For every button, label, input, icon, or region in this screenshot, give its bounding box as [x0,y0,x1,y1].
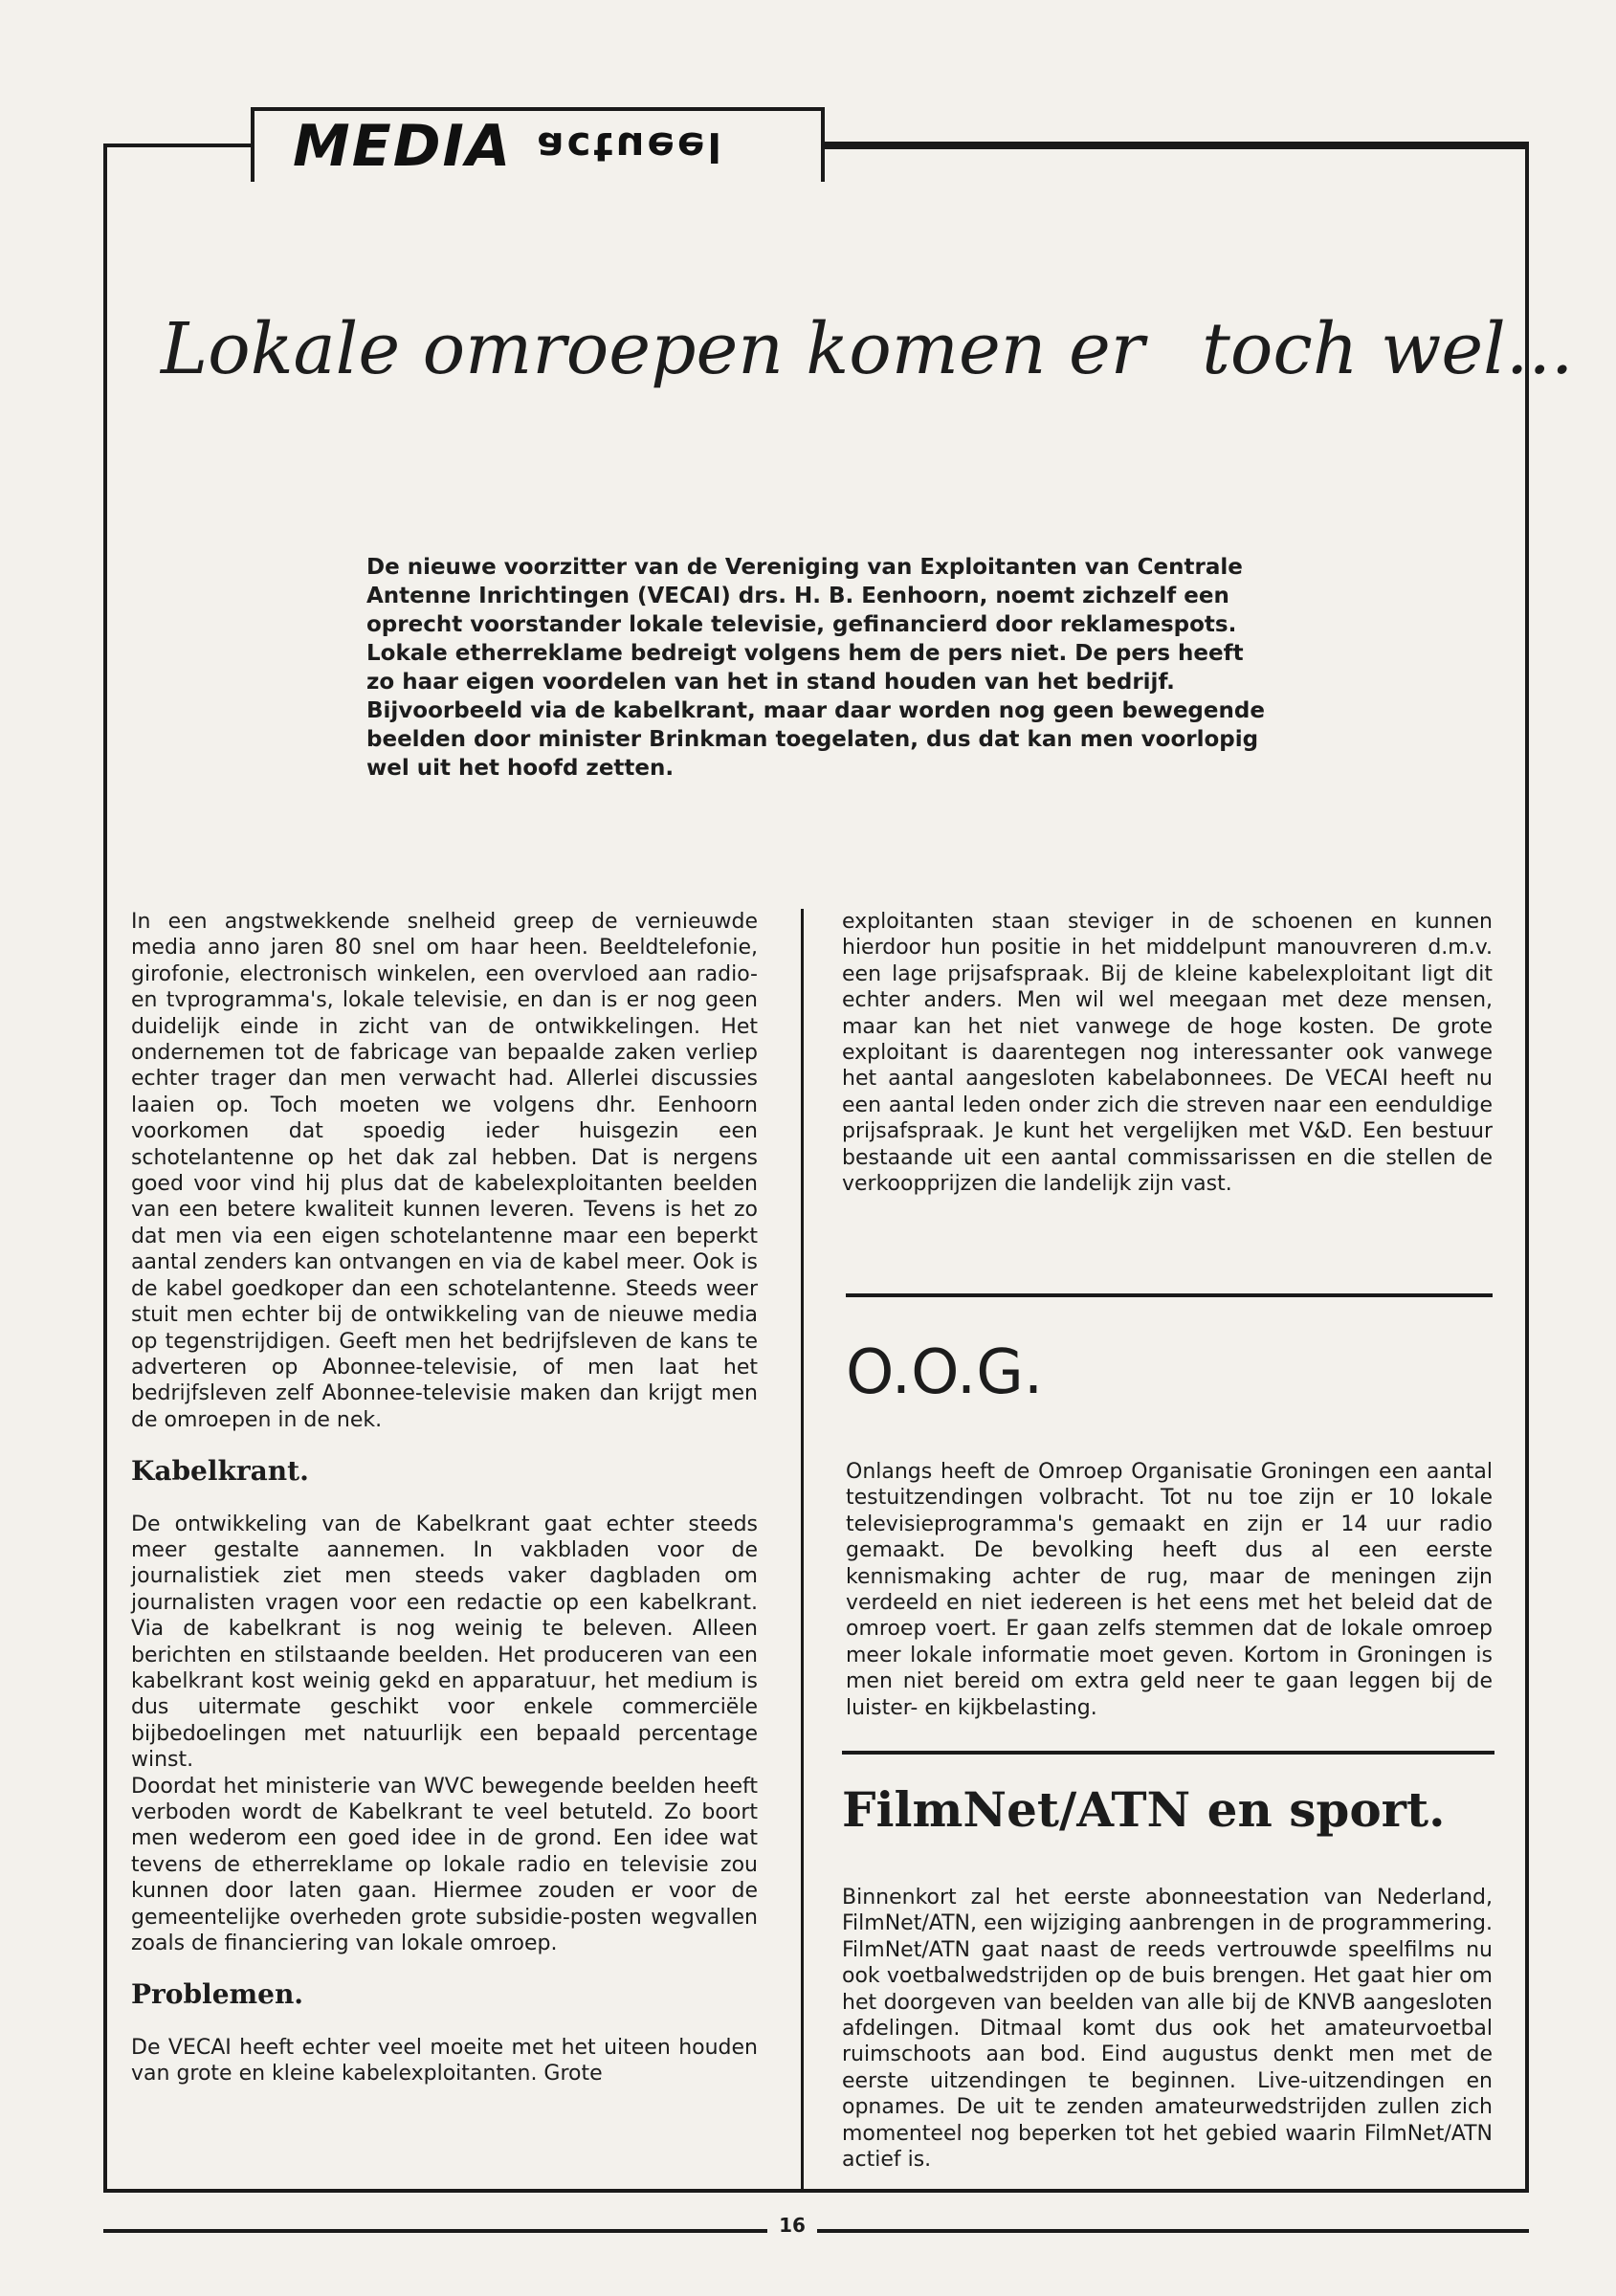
intro-paragraph: De nieuwe voorzitter van de Vereniging van Exploitanten van Centrale Antenne Inrichtingen (VECAI) drs. H. B. Eenhoorn, noemt zichzelf een oprecht voorstander lokale televisie, gefinancierd door reklamespots. Lokale etherreklame bedreigt volgens hem de pers niet. De pers heeft zo haar eigen voordelen van het in stand houden van het bedrijf. Bijvoorbeeld via de kabelkrant, maar daar worden nog geen bewegende beelden door minister Brinkman toegelaten, dus dat kan men voorlopig wel uit het hoofd zetten. [366,555,1265,781]
masthead [251,107,825,182]
column-divider [801,909,804,2191]
right-column-top [842,909,1493,1197]
footer-rule-left [103,2229,767,2233]
oog-text: Onlangs heeft de Omroep Organisatie Groningen een aantal testuitzendingen volbracht. Tot nu toe zijn er 10 lokale televisieprogramma's gemaakt en zijn er 14 uur radio gemaakt. De bevolking heeft dus al een eerste kennismaking achter de rug, maar de meningen zijn verdeeld en niet iedereen is het eens met het beleid dat de omroep voert. Er gaan zelfs stemmen dat de lokale omroep meer lokale informatie moet geven. Kortom in Groningen is men niet bereid om extra geld neer te gaan leggen bij de luister- en kijkbelasting. [846,1460,1493,1720]
right-paragraph-1: exploitanten staan steviger in de schoenen en kunnen hierdoor hun positie in het middelpunt manouvreren d.m.v. een lage prijsafspraak. Bij de kleine kabelexploitant ligt dit echter anders. Men wil wel meegaan met deze mensen, maar kan het niet vanwege de hoge kosten. De grote exploitant is daarentegen nog interessanter ook vanwege het aantal aangesloten kabelabonnees. De VECAI heeft nu een aantal leden onder zich die streven naar een eenduldige prijsafspraak. Je kunt het vergelijken met V&D. Een bestuur bestaande uit een aantal commissarissen en die stellen de verkoopprijzen die landelijk zijn vast. [842,910,1493,1197]
headline-part1: Lokale omroepen komen er [161,308,1145,390]
left-paragraph-1: In een angstwekkende snelheid greep de vernieuwde media anno jaren 80 snel om haar heen. Beeldtelefonie, girofonie, electronisch winkelen, een overvloed aan radio- en tvprogramma's, lokale televisie, en dan is er nog geen duidelijk einde in zicht van de ontwikkelingen. Het ondernemen tot de fabricage van bepaalde zaken verliep echter trager dan men verwacht had. Allerlei discussies laaien op. Toch moeten we volgens dhr. Eenhoorn voorkomen dat spoedig ieder huisgezin een schotelantenne op het dak zal hebben. Dat is nergens goed voor vind hij plus dat de kabelexploitanten beelden van een betere kwaliteit kunnen leveren. Tevens is het zo dat men via een eigen schotelantenne maar een beperkt aantal zenders kan ontvangen en via de kabel meer. Ook is de kabel goedkoper dan een schotelantenne. Steeds weer stuit men echter bij de ontwikkeling van de nieuwe media op tegenstrijdigen. Geeft men het bedrijfsleven de kans te adverteren op Abonnee-televisie, of men laat het bedrijfsleven zelf Abonnee-televisie maken dan krijgt men de omroepen in de nek. [131,910,758,1432]
heading-problemen: Problemen. [131,1978,304,2011]
left-paragraph-3: Doordat het ministerie van WVC bewegende beelden heeft verboden wordt de Kabelkrant te veel betuteld. Zo boort men wederom een goed idee in de grond. Een idee wat tevens de etherreklame op lokale radio en televisie zou kunnen door laten gaan. Hiermee zouden er voor de gemeentelijke overheden grote subsidie-posten wegvallen zoals de financiering van lokale omroep. [131,1774,758,1956]
filmnet-title: FilmNet/ATN en sport. [842,1781,1446,1838]
heading-kabelkrant: Kabelkrant. [131,1455,309,1488]
headline [161,308,1574,390]
section-divider-filmnet [842,1751,1494,1755]
page-number: 16 [779,2214,806,2237]
masthead-subtitle: actueel [537,122,724,170]
oog-title: O.O.G. [846,1337,1044,1408]
filmnet-text: Binnenkort zal het eerste abonneestation van Nederland, FilmNet/ATN, een wijziging aanbrengen in de programmering. FilmNet/ATN gaat naast de reeds vertrouwde speelfilms nu ook voetbalwedstrijden op de buis brengen. Het gaat hier om het doorgeven van beelden van alle bij de KNVB aangesloten afdelingen. Ditmaal komt dus ook het amateurvoetbal ruimschoots aan bod. Eind augustus denkt men met de eerste uitzendingen te beginnen. Live-uitzendingen en opnames. De uit te zenden amateurwedstrijden zullen zich momenteel nog beperken tot het gebied waarin FilmNet/ATN actief is. [842,1886,1493,2173]
left-column [131,909,758,2087]
footer-rule-right [817,2229,1529,2233]
section-divider-oog [846,1293,1493,1297]
masthead-title: MEDIA [293,113,513,180]
masthead-rule [825,142,1529,149]
headline-part2: toch wel... [1202,308,1574,390]
left-paragraph-4: De VECAI heeft echter veel moeite met het uiteen houden van grote en kleine kabelexploitanten. Grote [131,2035,758,2086]
left-paragraph-2: De ontwikkeling van de Kabelkrant gaat echter steeds meer gestalte aannemen. In vakbladen voor de journalistiek ziet men steeds vaker dagbladen om journalisten vragen voor een redactie op een kabelkrant. Via de kabelkrant is nog weinig te beleven. Alleen berichten en stilstaande beelden. Het produceren van een kabelkrant kost weinig gekd en apparatuur, het medium is dus uitermate geschikt voor enkele commerciële bijbedoelingen met natuurlijk een bepaald percentage winst. [131,1512,758,1773]
